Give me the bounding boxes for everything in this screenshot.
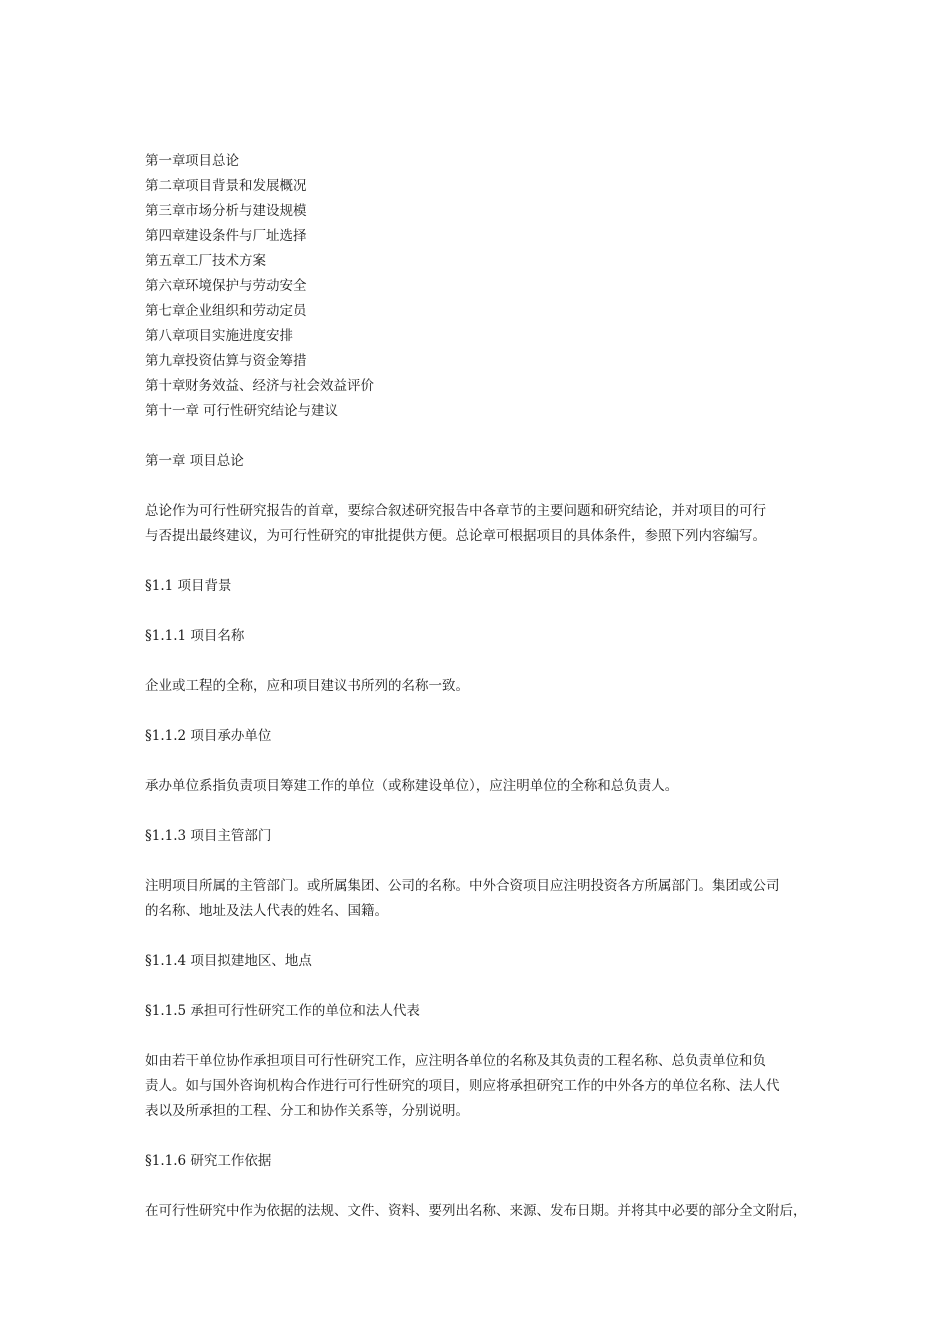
paragraph-line: 如由若干单位协作承担项目可行性研究工作，应注明各单位的名称及其负责的工程名称、总负责单位和负 xyxy=(145,1053,766,1069)
toc-chapter-number: 第二章 xyxy=(145,178,186,194)
toc-chapter-title: 企业组织和劳动定员 xyxy=(185,303,307,319)
paragraph-line: 在可行性研究中作为依据的法规、文件、资料、要列出名称、来源、发布日期。并将其中必要的部分全文附后， xyxy=(145,1203,807,1219)
toc-chapter-number: 第一章 xyxy=(145,153,186,169)
toc-chapter-title: 财务效益、经济与社会效益评价 xyxy=(185,378,374,394)
spacer xyxy=(145,699,810,724)
toc-chapter-number: 第十章 xyxy=(145,378,186,394)
section-heading: §1.1.1 项目名称 xyxy=(145,628,245,644)
chapter-title: 第一章 项目总论 xyxy=(145,453,244,469)
spacer xyxy=(145,749,810,774)
spacer xyxy=(145,799,810,824)
toc-chapter-number: 第三章 xyxy=(145,203,186,219)
document-page xyxy=(145,149,810,1224)
spacer xyxy=(145,474,810,499)
section-heading: §1.1 项目背景 xyxy=(145,578,232,594)
table-of-contents xyxy=(145,149,810,424)
toc-chapter-number: 第六章 xyxy=(145,278,186,294)
toc-chapter-title: 建设条件与厂址选择 xyxy=(185,228,307,244)
section-heading: §1.1.6 研究工作依据 xyxy=(145,1153,272,1169)
paragraph-line: 表以及所承担的工程、分工和协作关系等，分别说明。 xyxy=(145,1103,469,1119)
paragraph-line: 总论作为可行性研究报告的首章，要综合叙述研究报告中各章节的主要问题和研究结论，并对项目的可行 xyxy=(145,503,766,519)
spacer xyxy=(145,549,810,574)
toc-item xyxy=(145,174,810,199)
section-heading: §1.1.4 项目拟建地区、地点 xyxy=(145,953,312,969)
spacer xyxy=(145,1024,810,1049)
spacer xyxy=(145,849,810,874)
section-heading: §1.1.5 承担可行性研究工作的单位和法人代表 xyxy=(145,1003,420,1019)
toc-item xyxy=(145,274,810,299)
toc-chapter-number: 第八章 xyxy=(145,328,186,344)
section-heading: §1.1.2 项目承办单位 xyxy=(145,728,272,744)
toc-chapter-title: 项目总论 xyxy=(185,153,239,169)
toc-chapter-title: 可行性研究结论与建议 xyxy=(203,403,338,419)
spacer xyxy=(145,1174,810,1199)
paragraph-line: 的名称、地址及法人代表的姓名、国籍。 xyxy=(145,903,388,919)
toc-chapter-title: 投资估算与资金筹措 xyxy=(185,353,307,369)
toc-chapter-title: 项目背景和发展概况 xyxy=(185,178,307,194)
toc-chapter-number: 第七章 xyxy=(145,303,186,319)
paragraph-line: 企业或工程的全称，应和项目建议书所列的名称一致。 xyxy=(145,678,469,694)
toc-chapter-number: 第四章 xyxy=(145,228,186,244)
paragraph-line: 注明项目所属的主管部门。或所属集团、公司的名称。中外合资项目应注明投资各方所属部门。集团或公司 xyxy=(145,878,780,894)
toc-chapter-title: 项目实施进度安排 xyxy=(185,328,293,344)
spacer xyxy=(145,1124,810,1149)
spacer xyxy=(145,924,810,949)
paragraph-line: 承办单位系指负责项目筹建工作的单位（或称建设单位），应注明单位的全称和总负责人。 xyxy=(145,778,679,794)
spacer xyxy=(145,599,810,624)
section-heading: §1.1.3 项目主管部门 xyxy=(145,828,272,844)
toc-chapter-number: 第十一章 xyxy=(145,403,199,419)
toc-item xyxy=(145,374,810,399)
toc-item xyxy=(145,149,810,174)
toc-chapter-title: 工厂技术方案 xyxy=(185,253,266,269)
spacer xyxy=(145,974,810,999)
toc-item xyxy=(145,349,810,374)
paragraph-line: 与否提出最终建议，为可行性研究的审批提供方便。总论章可根据项目的具体条件，参照下列内容编写。 xyxy=(145,528,766,544)
toc-item xyxy=(145,399,810,424)
toc-item xyxy=(145,324,810,349)
toc-chapter-title: 市场分析与建设规模 xyxy=(185,203,307,219)
toc-item xyxy=(145,249,810,274)
paragraph-line: 责人。如与国外咨询机构合作进行可行性研究的项目，则应将承担研究工作的中外各方的单位名称、法人代 xyxy=(145,1078,780,1094)
toc-item xyxy=(145,224,810,249)
spacer xyxy=(145,649,810,674)
toc-chapter-number: 第九章 xyxy=(145,353,186,369)
toc-chapter-title: 环境保护与劳动安全 xyxy=(185,278,307,294)
toc-item xyxy=(145,199,810,224)
toc-item xyxy=(145,299,810,324)
toc-chapter-number: 第五章 xyxy=(145,253,186,269)
spacer xyxy=(145,424,810,449)
